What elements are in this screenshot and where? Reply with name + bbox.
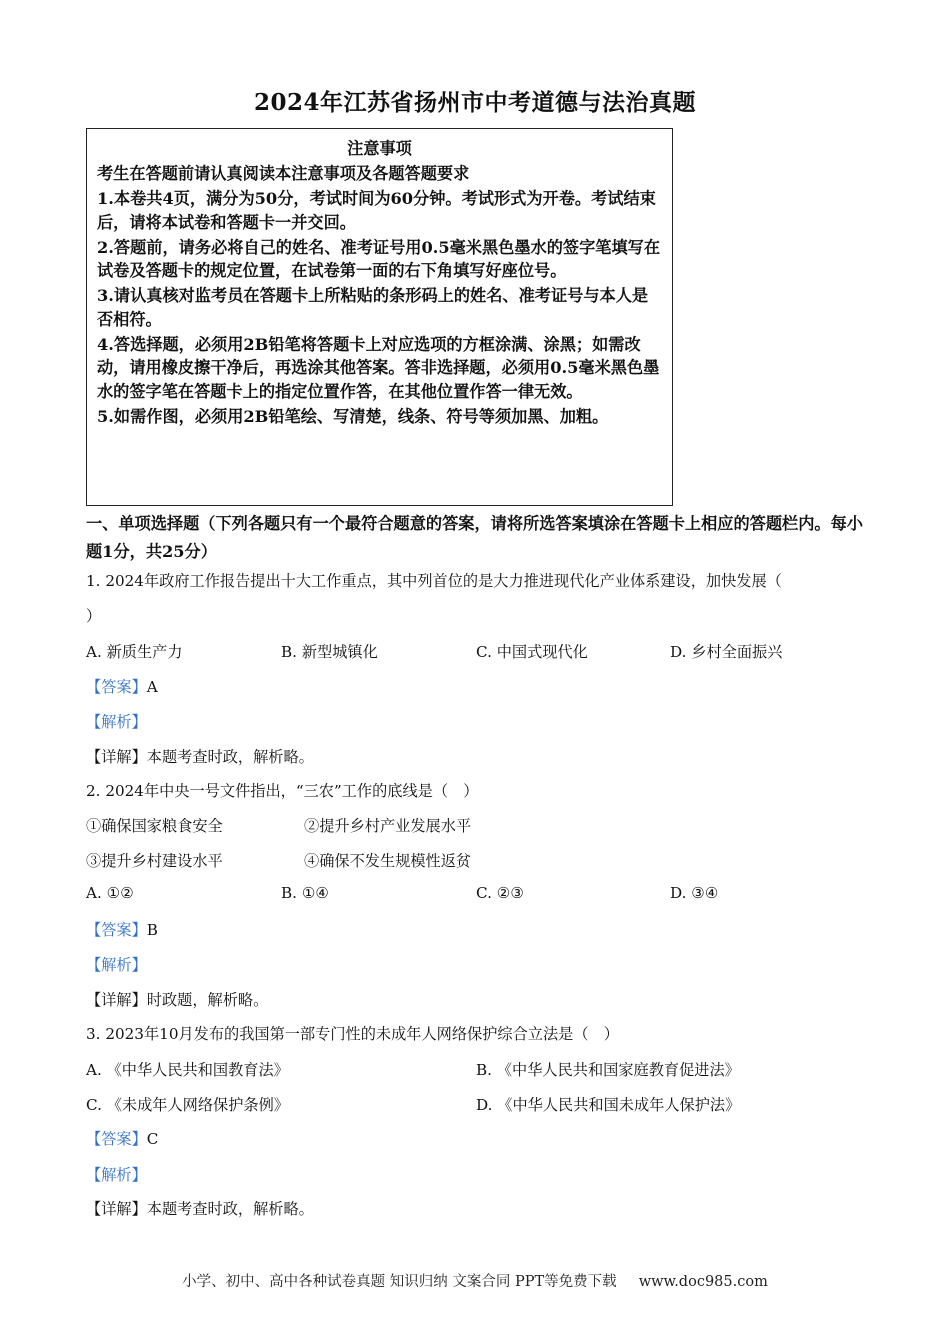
notice-box — [86, 128, 673, 506]
analysis-label: 【解析】 — [86, 1166, 147, 1184]
detail-label: 【详解】 — [86, 1200, 147, 1218]
q2-option-d: D. ③④ — [670, 884, 719, 902]
q2-answer — [86, 919, 158, 940]
footer-text: 小学、初中、高中各种试卷真题 知识归纳 文案合同 PPT等免费下载 — [182, 1274, 617, 1290]
q2-detail — [86, 989, 268, 1010]
page-title: 2024年江苏省扬州市中考道德与法治真题 — [253, 89, 696, 116]
notice-heading: 注意事项 — [347, 139, 412, 158]
section-heading: 一、单项选择题（下列各题只有一个最符合题意的答案，请将所选答案填涂在答题卡上相应的答题栏内。每小题1分，共25分） — [86, 514, 863, 561]
answer-value: C — [146, 1130, 159, 1148]
notice-item: 2.答题前，请务必将自己的姓名、准考证号用0.5毫米黑色墨水的签字笔填写在试卷及答题卡的规定位置，在试卷第一面的右下角填写好座位号。 — [97, 237, 661, 280]
footer-link[interactable]: www.doc985.com — [638, 1274, 768, 1290]
notice-item: 3.请认真核对监考员在答题卡上所粘贴的条形码上的姓名、准考证号与本人是否相符。 — [97, 286, 649, 329]
answer-value: B — [146, 921, 158, 939]
q2-analysis — [86, 954, 147, 975]
notice-intro: 考生在答题前请认真阅读本注意事项及各题答题要求 — [97, 164, 470, 183]
detail-text: 本题考查时政，解析略。 — [146, 748, 314, 766]
q1-option-c: C. 中国式现代化 — [476, 643, 588, 661]
q3-answer — [86, 1128, 158, 1149]
answer-label: 【答案】 — [86, 1130, 147, 1148]
notice-item: 1.本卷共4页，满分为50分，考试时间为60分钟。考试形式为开卷。考试结束后，请将本试卷和答题卡一并交回。 — [97, 189, 656, 232]
q1-option-b: B. 新型城镇化 — [281, 643, 378, 661]
q1-option-a: A. 新质生产力 — [86, 643, 183, 661]
analysis-label: 【解析】 — [86, 956, 147, 974]
q2-statement-3: ③提升乡村建设水平 — [86, 852, 223, 870]
answer-value: A — [146, 678, 158, 696]
q3-option-b: B. 《中华人民共和国家庭教育促进法》 — [476, 1061, 740, 1079]
q1-option-d: D. 乡村全面振兴 — [670, 643, 783, 661]
notice-item: 4.答选择题，必须用2B铅笔将答题卡上对应选项的方框涂满、涂黑；如需改动，请用橡皮擦干净后，再选涂其他答案。答非选择题，必须用0.5毫米黑色墨水的签字笔在答题卡上的指定位置作答，在其他位置作答一律无效。 — [97, 334, 660, 401]
q2-option-b: B. ①④ — [281, 884, 330, 902]
q1-analysis — [86, 711, 147, 732]
detail-text: 时政题，解析略。 — [146, 991, 269, 1009]
q2-statement-1: ①确保国家粮食安全 — [86, 817, 223, 835]
detail-label: 【详解】 — [86, 991, 147, 1009]
question-1-stem: 1. 2024年政府工作报告提出十大工作重点，其中列首位的是大力推进现代化产业体系建设，加快发展（ — [86, 572, 782, 590]
notice-item: 5.如需作图，必须用2B铅笔绘、写清楚，线条、符号等须加黑、加粗。 — [97, 406, 609, 426]
detail-label: 【详解】 — [86, 748, 147, 766]
q3-analysis — [86, 1164, 147, 1185]
q1-answer — [86, 676, 158, 697]
analysis-label: 【解析】 — [86, 713, 147, 731]
q3-option-d: D. 《中华人民共和国未成年人保护法》 — [476, 1096, 741, 1114]
q3-option-c: C. 《未成年人网络保护条例》 — [86, 1096, 289, 1114]
answer-label: 【答案】 — [86, 678, 147, 696]
q2-statement-2: ②提升乡村产业发展水平 — [304, 817, 472, 835]
footer — [0, 1270, 950, 1291]
answer-label: 【答案】 — [86, 921, 147, 939]
detail-text: 本题考查时政，解析略。 — [146, 1200, 314, 1218]
question-2-stem: 2. 2024年中央一号文件指出，“三农”工作的底线是（ ） — [86, 782, 479, 800]
q3-detail — [86, 1198, 314, 1219]
q2-option-c: C. ②③ — [476, 884, 524, 902]
q2-statement-4: ④确保不发生规模性返贫 — [304, 852, 472, 870]
question-1-stem-cont: ） — [86, 607, 102, 625]
question-3-stem: 3. 2023年10月发布的我国第一部专门性的未成年人网络保护综合立法是（ ） — [86, 1025, 619, 1043]
q2-option-a: A. ①② — [86, 884, 134, 902]
q1-detail — [86, 746, 314, 767]
q3-option-a: A. 《中华人民共和国教育法》 — [86, 1061, 289, 1079]
